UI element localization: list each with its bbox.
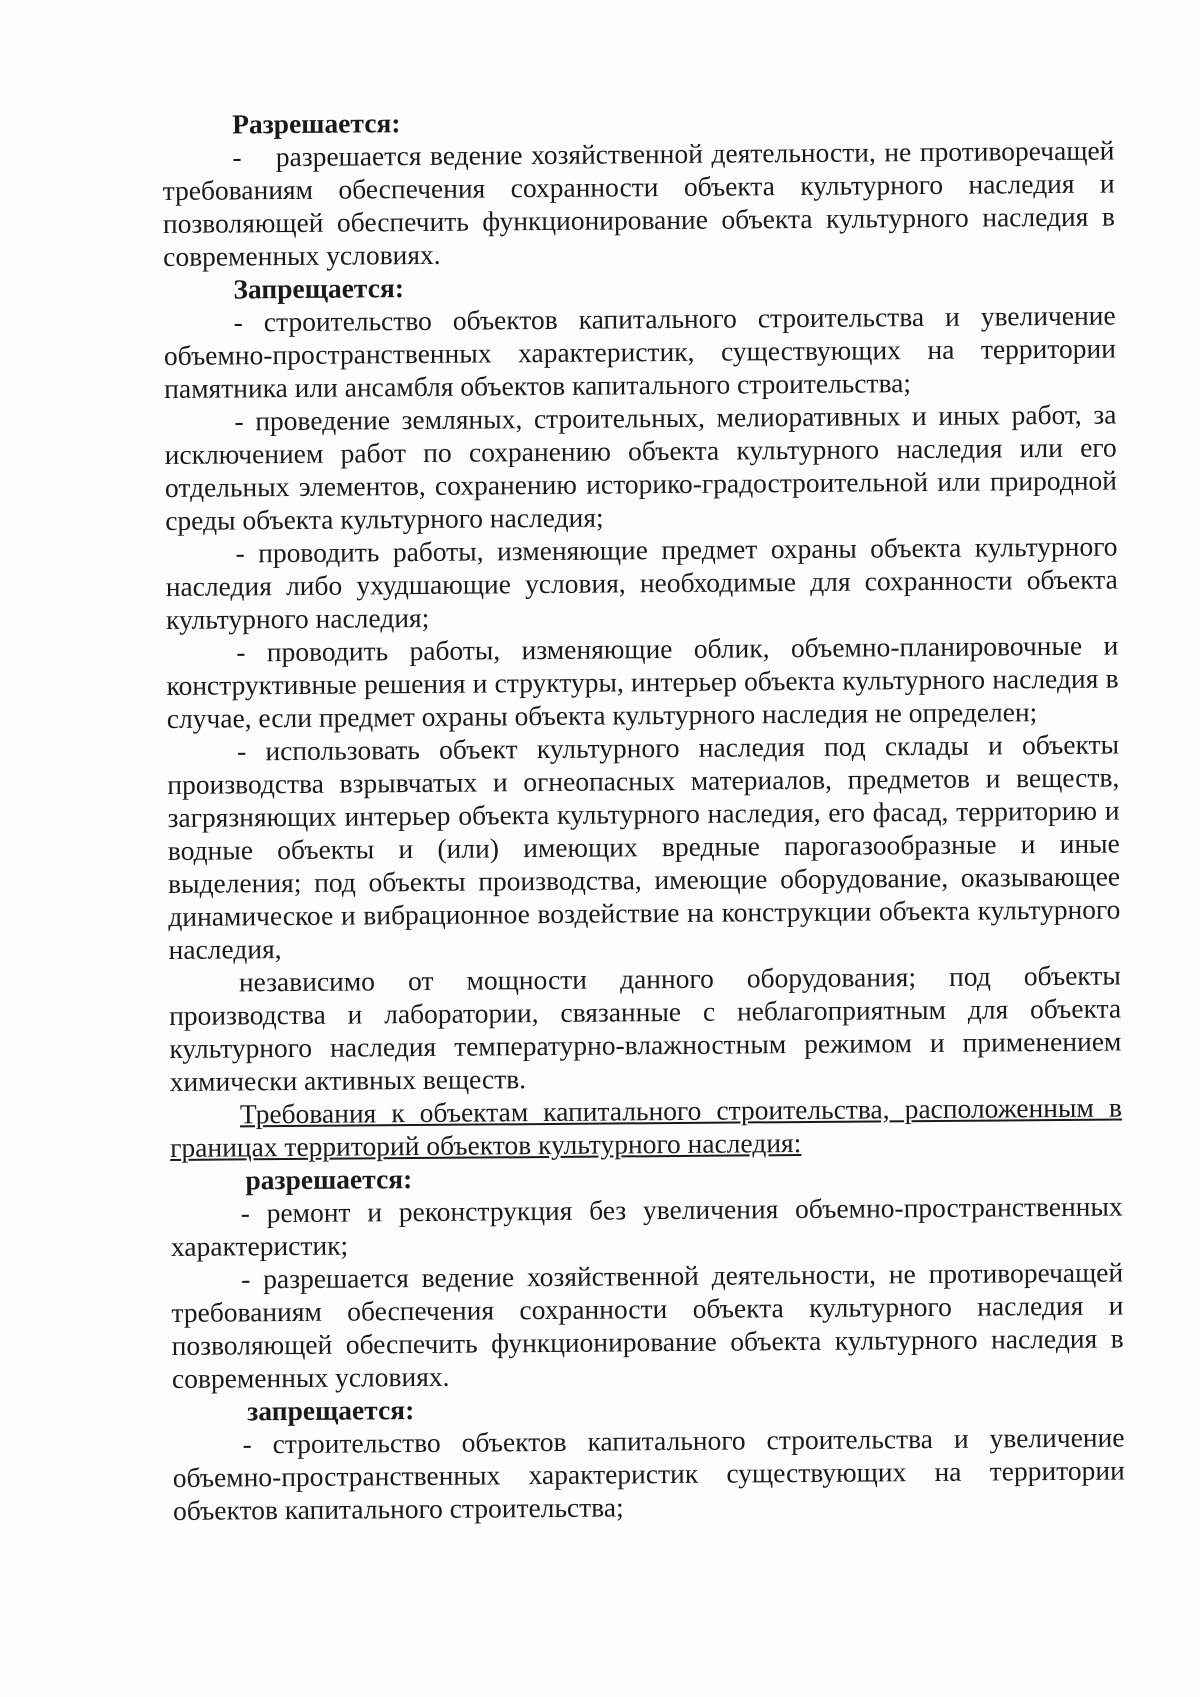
forbidden-item: - строительство объектов капитального строительства и увеличение объемно-пространственных характеристик, существующих на территории памятника или ансамбля объектов капитального строительства; <box>163 299 1117 404</box>
forbidden-item: - использовать объект культурного наследия под склады и объекты производства взрывчатых и огнеопасных материалов, предметов и веществ, загрязняющих интерьер объекта культурного наследия, его фасад, территорию и водные объекты и (или) имеющих вредные парогазообразные и иные выделения; под объекты производства, имеющие оборудование, оказывающее динамическое и вибрационное воздействие на конструкции объекта культурного наследия, <box>167 728 1121 965</box>
forbidden-item: - проводить работы, изменяющие предмет охраны объекта культурного наследия либо ухудшающие условия, необходимые для сохранности объекта культурного наследия; <box>165 530 1118 635</box>
forbidden-item: - проведение земляных, строительных, мелиоративных и иных работ, за исключением работ по сохранению объекта культурного наследия или его отдельных элементов, сохранению историко-градостроительной или природной среды объекта культурного наследия; <box>164 398 1118 536</box>
subheading-forbidden: запрещается: <box>247 1394 415 1427</box>
forbidden-item: - проводить работы, изменяющие облик, объемно-планировочные и конструктивные решения и структуры, интерьер объекта культурного наследия в случае, если предмет охраны объекта культурного наследия не определен; <box>166 629 1119 734</box>
allowed-item: - разрешается ведение хозяйственной деятельности, не противоречащей требованиям обеспечения сохранности объекта культурного наследия и позволяющей обеспечить функционирование объекта культурного наследия в современных условиях. <box>162 134 1115 272</box>
forbidden-item: - строительство объектов капитального строительства и увеличение объемно-пространственных характеристик существующих на территории объектов капитального строительства; <box>172 1421 1125 1526</box>
allowed-item: - разрешается ведение хозяйственной деятельности, не противоречащей требованиям обеспечения сохранности объекта культурного наследия и позволяющей обеспечить функционирование объекта культурного наследия в современных условиях. <box>171 1256 1124 1394</box>
forbidden-item: независимо от мощности данного оборудования; под объекты производства и лаборатории, связанные с неблагоприятным для объекта культурного наследия температурно-влажностным режимом и применением химически активных веществ. <box>169 959 1122 1097</box>
document-body <box>162 101 1125 1527</box>
heading-allowed: Разрешается: <box>232 107 401 140</box>
heading-forbidden: Запрещается: <box>233 272 405 305</box>
subheading-allowed: разрешается: <box>245 1163 413 1196</box>
section-title: Требования к объектам капитального строительства, расположенным в границах территорий объектов культурного наследия: <box>170 1091 1122 1163</box>
allowed-item: - ремонт и реконструкция без увеличения объемно-пространственных характеристик; <box>170 1190 1123 1262</box>
